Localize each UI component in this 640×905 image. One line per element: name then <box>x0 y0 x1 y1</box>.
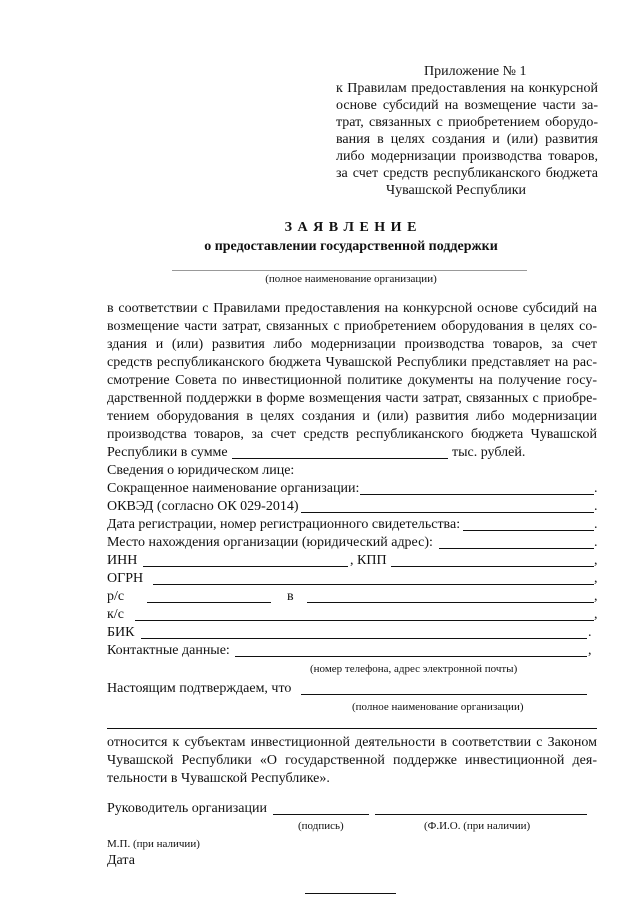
confirm-caption: (полное наименование организации) <box>352 701 524 713</box>
signature-row <box>107 800 597 818</box>
registration-field[interactable] <box>463 530 594 531</box>
appendix-line: за счет средств республиканского бюджета <box>336 166 598 181</box>
appendix-line: основе субсидий на возмещение части за- <box>336 98 598 113</box>
confirm-line: Чувашской Республики «О государственной поддержке инвестиционной дея- <box>107 753 597 768</box>
okved-label: ОКВЭД (согласно ОК 029-2014) <box>107 499 299 514</box>
paragraph-line: дарственной поддержки в форме возмещения части затрат, связанных с приобре- <box>107 391 597 406</box>
statement-title: З А Я В Л Е Н И Е <box>284 220 418 235</box>
ogrn-label: ОГРН <box>107 571 144 586</box>
ks-field[interactable] <box>135 620 594 621</box>
kpp-label: КПП <box>357 553 387 568</box>
location-row: Место нахождения организации (юридический адрес): . <box>107 535 598 550</box>
okved-field[interactable] <box>301 512 594 513</box>
sum-label: Республики в сумме <box>107 445 228 460</box>
ogrn-row: ОГРН , <box>107 571 598 586</box>
registration-row: Дата регистрации, номер регистрационного свидетельства: . <box>107 517 598 532</box>
ks-row: к/с , <box>107 607 598 622</box>
paragraph-line: производства товаров, за счет средств республиканского бюджета Чувашской <box>107 427 597 442</box>
bank-in-label: в <box>287 589 294 604</box>
paragraph-line: смотрение Совета по инвестиционной политике документы на получение госу- <box>107 373 597 388</box>
registration-label: Дата регистрации, номер регистрационного свидетельства: <box>107 517 461 532</box>
contacts-caption: (номер телефона, адрес электронной почты) <box>310 663 518 675</box>
confirm-org-field-continued[interactable] <box>107 728 597 729</box>
inn-row: ИНН , КПП , <box>107 553 598 568</box>
appendix-line: Чувашской Республики <box>386 183 527 198</box>
sum-unit: тыс. рублей. <box>452 445 526 460</box>
short-name-label: Сокращенное наименование организации: <box>107 481 360 496</box>
bik-label: БИК <box>107 625 135 640</box>
paragraph-line: в соответствии с Правилами предоставления на конкурсной основе субсидий на <box>107 301 597 316</box>
rs-label: р/с <box>107 589 125 604</box>
appendix-line: либо модернизации производства товаров, <box>336 149 598 164</box>
contacts-field[interactable] <box>235 656 587 657</box>
contacts-row: Контактные данные: , <box>107 643 592 658</box>
confirm-org-field[interactable] <box>301 694 587 695</box>
stamp-label: М.П. (при наличии) <box>107 838 200 850</box>
date-label: Дата <box>107 853 135 868</box>
rs-field[interactable] <box>147 602 271 603</box>
org-name-caption: (полное наименование организации) <box>265 273 437 285</box>
confirm-line: относится к субъектам инвестиционной деятельности в соответствии с Законом <box>107 735 597 750</box>
location-label: Место нахождения организации (юридический адрес): <box>107 535 433 550</box>
appendix-line: вания в целях создания и (или) развития <box>336 132 598 147</box>
ogrn-field[interactable] <box>153 584 594 585</box>
bik-row: БИК . <box>107 625 592 640</box>
signature-field[interactable] <box>273 814 369 815</box>
short-name-field[interactable] <box>360 494 594 495</box>
paragraph-line: средств республиканского бюджета Чувашской Республики представляет на рас- <box>107 355 597 370</box>
head-name-caption: (Ф.И.О. (при наличии) <box>424 820 531 832</box>
appendix-line: к Правилам предоставления на конкурсной <box>336 81 598 96</box>
inn-field[interactable] <box>143 566 348 567</box>
contacts-label: Контактные данные: <box>107 643 230 658</box>
short-name-row: Сокращенное наименование организации: . <box>107 481 598 496</box>
org-name-line[interactable] <box>172 270 527 271</box>
appendix-title: Приложение № 1 <box>424 64 527 79</box>
bik-field[interactable] <box>141 638 587 639</box>
paragraph-line: здания и (или) развития либо модернизации производства товаров, за счет <box>107 337 597 352</box>
sum-field[interactable] <box>232 458 448 459</box>
paragraph-line: возмещение части затрат, связанных с приобретением оборудования в целях со- <box>107 319 597 334</box>
confirm-line: тельности в Чувашской Республике». <box>107 771 330 786</box>
appendix-line: трат, связанных с приобретением оборудо- <box>336 115 598 130</box>
inn-label: ИНН <box>107 553 138 568</box>
confirm-text: Настоящим подтверждаем, что <box>107 681 292 696</box>
head-name-field[interactable] <box>375 814 587 815</box>
confirm-row <box>107 680 597 698</box>
info-header-row <box>107 462 597 480</box>
statement-subtitle: о предоставлении государственной поддержки <box>204 239 498 254</box>
rs-row: р/с в , <box>107 589 598 604</box>
info-header: Сведения о юридическом лице: <box>107 463 295 478</box>
sum-row <box>107 444 597 462</box>
ks-label: к/с <box>107 607 124 622</box>
signature-caption: (подпись) <box>298 820 344 832</box>
location-field[interactable] <box>439 548 594 549</box>
bank-field[interactable] <box>307 602 594 603</box>
paragraph-line: тением оборудования в целях создания и (или) развития либо модернизации <box>107 409 597 424</box>
okved-row: ОКВЭД (согласно ОК 029-2014) . <box>107 499 598 514</box>
kpp-field[interactable] <box>391 566 594 567</box>
head-label: Руководитель организации <box>107 801 267 816</box>
footer-separator <box>305 893 396 894</box>
